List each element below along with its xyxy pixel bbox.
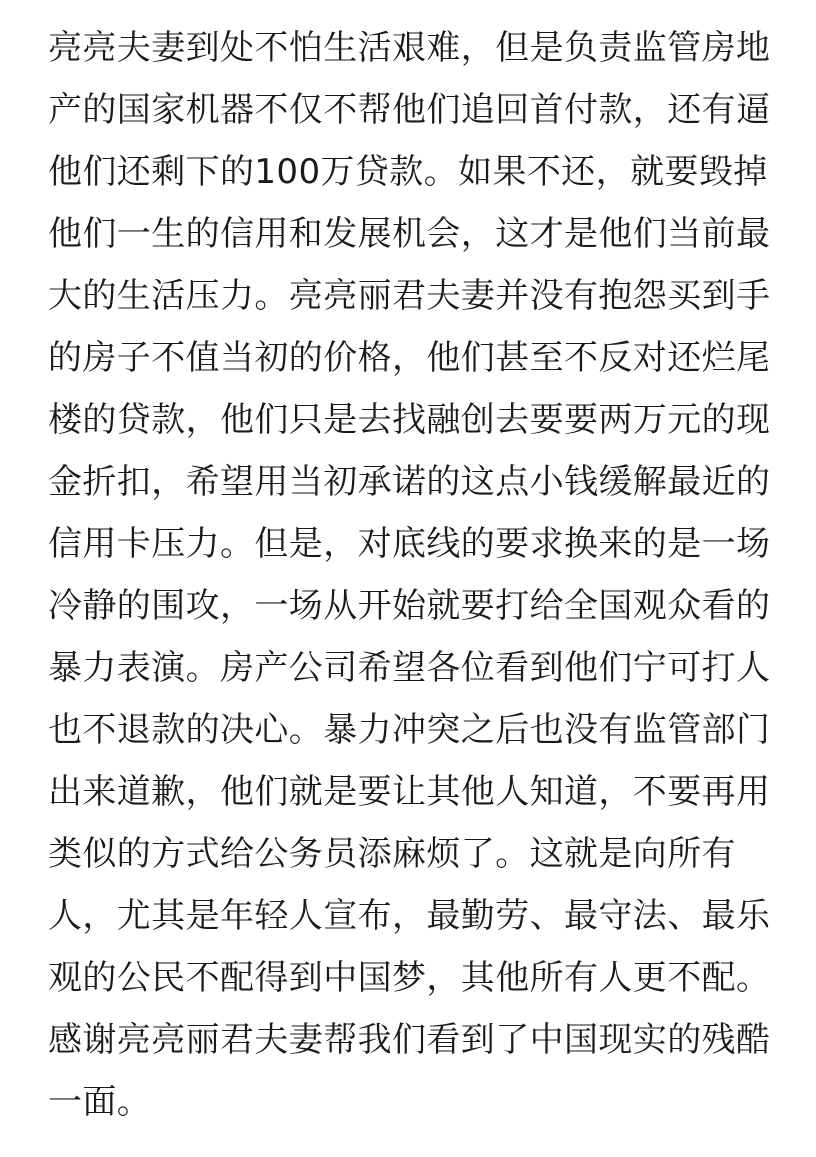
text-line: 类似的方式给公务员添麻烦了。这就是向所有 xyxy=(48,834,736,874)
text-line: 冷静的围攻，一场从开始就要打给全国观众看的 xyxy=(48,586,771,626)
text-line: 他们还剩下的100万贷款。如果不还，就要毁掉 xyxy=(48,152,768,192)
text-line: 的房子不值当初的价格，他们甚至不反对还烂尾 xyxy=(48,338,771,378)
text-line: 大的生活压力。亮亮丽君夫妻并没有抱怨买到手 xyxy=(48,276,771,316)
text-line: 人，尤其是年轻人宣布，最勤劳、最守法、最乐 xyxy=(48,896,771,936)
text-line: 楼的贷款，他们只是去找融创去要要两万元的现 xyxy=(48,400,771,440)
text-line: 暴力表演。房产公司希望各位看到他们宁可打人 xyxy=(48,648,771,688)
text-line: 感谢亮亮丽君夫妻帮我们看到了中国现实的残酷 xyxy=(48,1020,771,1060)
text-line: 信用卡压力。但是，对底线的要求换来的是一场 xyxy=(48,524,771,564)
text-line: 观的公民不配得到中国梦，其他所有人更不配。 xyxy=(48,958,771,998)
text-line: 出来道歉，他们就是要让其他人知道，不要再用 xyxy=(48,772,771,812)
text-line: 产的国家机器不仅不帮他们追回首付款，还有逼 xyxy=(48,90,771,130)
text-line: 一面。 xyxy=(48,1082,152,1122)
text-line: 亮亮夫妻到处不怕生活艰难，但是负责监管房地 xyxy=(48,28,771,68)
text-line: 金折扣，希望用当初承诺的这点小钱缓解最近的 xyxy=(48,462,771,502)
text-line: 也不退款的决心。暴力冲突之后也没有监管部门 xyxy=(48,710,771,750)
text-line: 他们一生的信用和发展机会，这才是他们当前最 xyxy=(48,214,771,254)
